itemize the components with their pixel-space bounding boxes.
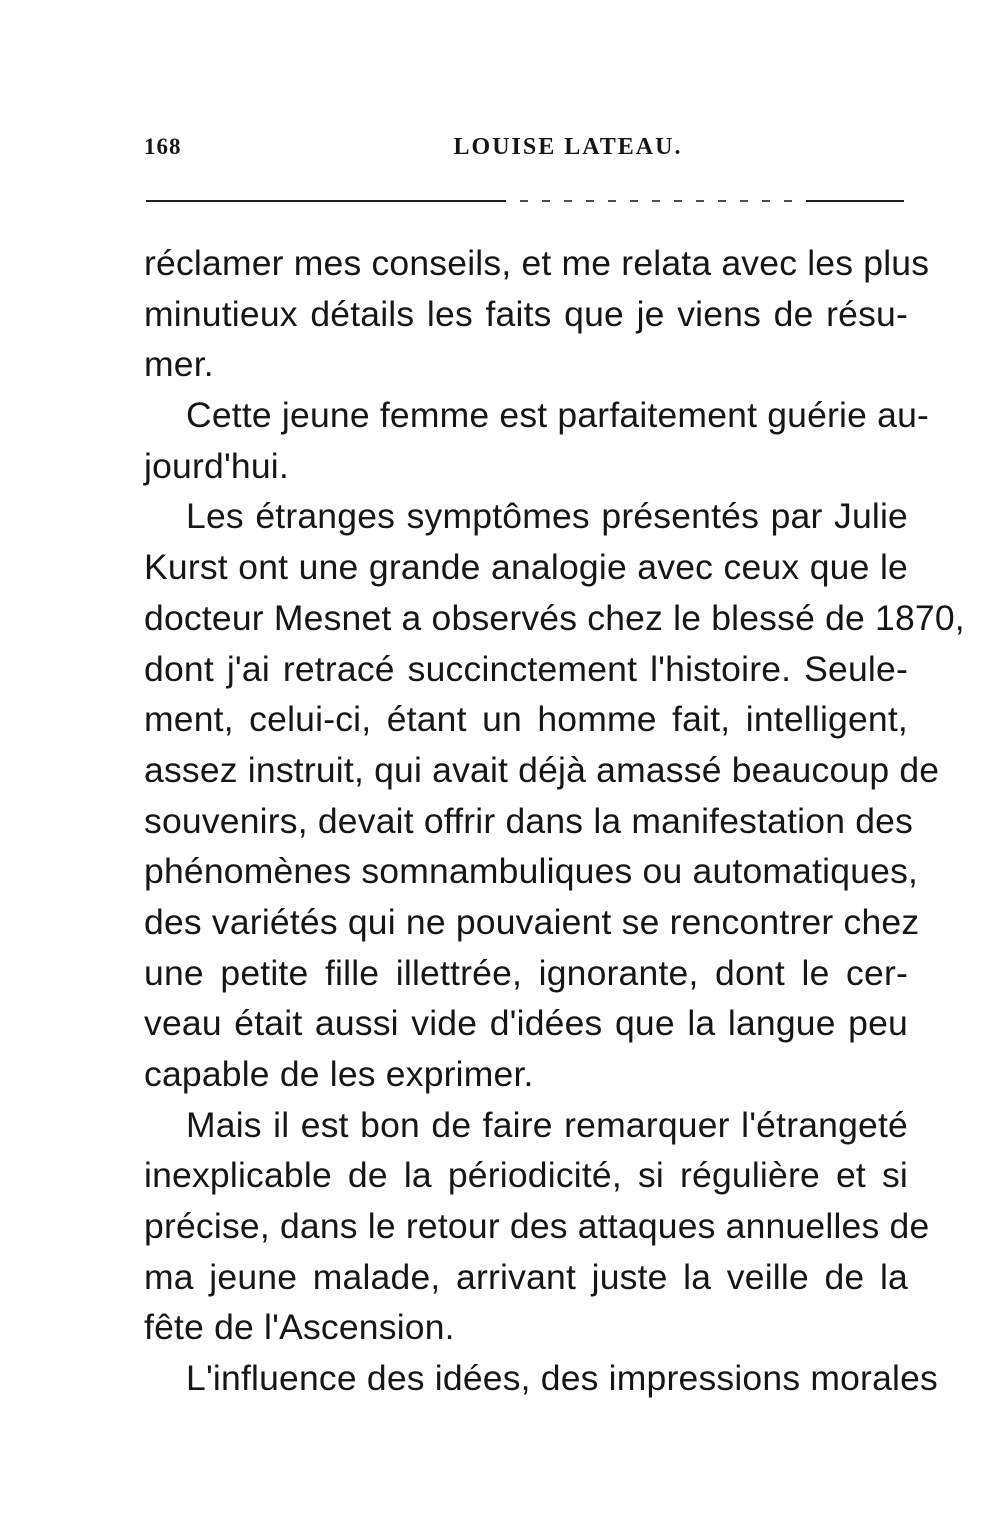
paragraph <box>144 491 965 1099</box>
text-line: précise, dans le retour des attaques annuelles de <box>144 1206 930 1247</box>
page-number: 168 <box>144 134 182 159</box>
text-line: phénomènes somnambuliques ou automatiques, <box>144 851 919 892</box>
text-line: Mais il est bon de faire remarquer l'étrangeté <box>186 1104 908 1145</box>
text-line: ma jeune malade, arrivant juste la veille de la <box>144 1256 908 1297</box>
text-line: des variétés qui ne pouvaient se rencontrer chez <box>144 901 920 942</box>
text-line: veau était aussi vide d'idées que la langue peu <box>144 1003 908 1044</box>
text-line: souvenirs, devait offrir dans la manifestation des <box>144 800 914 841</box>
text-line: Les étranges symptômes présentés par Julie <box>186 496 908 537</box>
text-line: jourd'hui. <box>144 445 289 486</box>
text-line: assez instruit, qui avait déjà amassé beaucoup de <box>144 749 940 790</box>
text-line: docteur Mesnet a observés chez le blessé de 1870, <box>144 597 965 638</box>
running-title: LOUISE LATEAU. <box>453 134 683 160</box>
paragraph <box>144 1353 938 1404</box>
text-line: mer. <box>144 344 214 385</box>
text-line: une petite fille illettrée, ignorante, dont le cer- <box>144 952 908 993</box>
text-line: ment, celui-ci, étant un homme fait, intelligent, <box>144 699 908 740</box>
text-line: réclamer mes conseils, et me relata avec les plus <box>144 243 930 283</box>
text-line: Kurst ont une grande analogie avec ceux que le <box>144 547 908 588</box>
page-header <box>144 128 906 168</box>
paragraph <box>144 1100 930 1353</box>
text-line: minutieux détails les faits que je viens de résu- <box>144 293 908 334</box>
text-line: fête de l'Ascension. <box>144 1307 455 1348</box>
paragraph <box>144 390 930 491</box>
text-line: Cette jeune femme est parfaitement guérie au- <box>186 395 930 436</box>
header-rule-break <box>506 198 806 204</box>
paragraph <box>144 238 930 390</box>
text-line: dont j'ai retracé succinctement l'histoire. Seule- <box>144 648 908 689</box>
text-line: L'influence des idées, des impressions morales <box>186 1358 938 1399</box>
text-line: capable de les exprimer. <box>144 1054 534 1094</box>
text-line: inexplicable de la périodicité, si régulière et si <box>144 1155 908 1196</box>
body-text <box>144 238 965 1404</box>
